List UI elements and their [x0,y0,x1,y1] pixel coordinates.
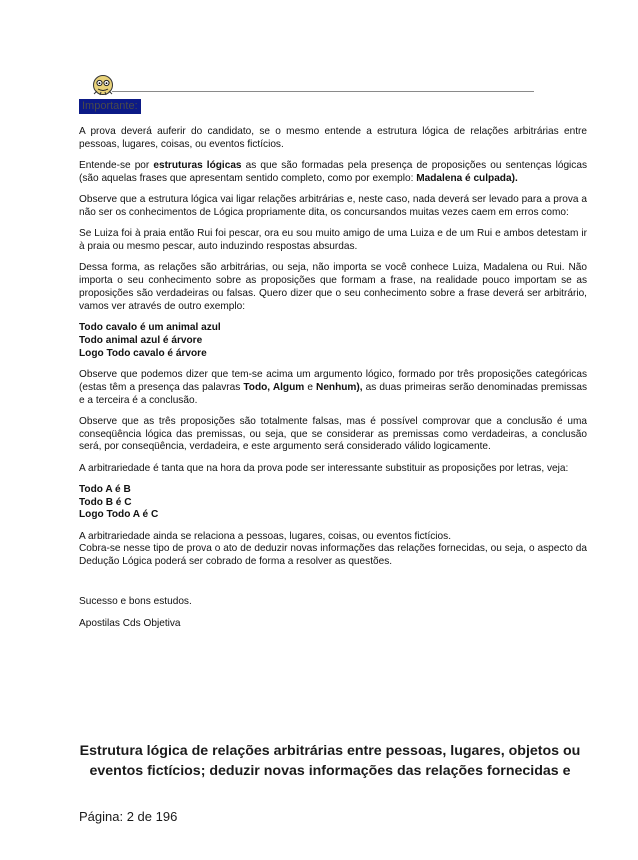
text-run: Observe que podemos dizer que tem-se acima um argumento lógico, formado por três proposições categóricas (estas têm a presença das palavras [79,368,587,393]
example-line: Todo A é B [79,483,131,495]
bold-example: Madalena é culpada). [416,172,518,184]
text-run: as que são formadas pela presença de proposições ou sentenças lógicas (são aquelas frases que apresentam sentido completo, como por exemplo: [79,160,588,184]
bold-term: estruturas lógicas [153,160,242,171]
paragraph: Sucesso e bons estudos. [79,596,192,608]
example-line: Todo B é C [79,496,132,508]
paragraph: Dessa forma, as relações são arbitrárias, ou seja, não importa se você conhece Luiza, Madalena ou Rui. Não importa o seu conhecimento sobre as proposições que formam a frase, na realidade pouco importam se as proposições são verdadeiras ou falsas. Quero dizer que o seu conhecimento sobre a frase deverá ser arbitrário, vamos ver através de outro exemplo: [79,262,587,312]
paragraph: A prova deverá auferir do candidato, se o mesmo entende a estrutura lógica de relações arbitrárias entre pessoas, lugares, coisas, ou eventos fictícios. [79,126,587,150]
paragraph: A arbitrariedade é tanta que na hora da prova pode ser interessante substituir as proposições por letras, veja: [79,462,569,474]
smiley-glasses-icon [92,74,114,96]
example-line: Logo Todo A é C [79,509,159,521]
paragraph: Observe que a estrutura lógica vai ligar relações arbitrárias e, neste caso, nada deverá ser levado para a prova a não ser os conhecimentos de Lógica propriamente dita, os concursandos muitas vezes caem em erros como: [79,194,587,218]
paragraph [79,369,587,408]
important-label: Importante: [79,99,141,114]
text-run: Entende-se por [79,160,154,171]
example-line: Logo Todo cavalo é árvore [79,347,207,359]
example-line: Todo animal azul é árvore [79,334,203,346]
section-heading: Estrutura lógica de relações arbitrárias entre pessoas, lugares, objetos ou eventos fictícios; deduzir novas informações das relações fornecidas e [79,743,581,779]
body-text [79,126,587,639]
paragraph [79,160,587,186]
text-run: Cobra-se nesse tipo de prova o ato de deduzir novas informações das relações fornecidas, ou seja, o aspecto da Dedução Lógica poderá ser cobrado de forma a resolver as questões. [79,543,587,568]
example-block [79,484,587,523]
paragraph: Se Luiza foi à praia então Rui foi pescar, ora eu sou muito amigo de uma Luiza e de um Rui e ambos detestam ir à praia ou mesmo pescar, auto induzindo respostas absurdas. [79,228,587,252]
text-run: as duas primeiras serão denominadas premissas e a terceira é a conclusão. [79,381,587,406]
bold-term: Nenhum), [316,381,363,393]
paragraph: Observe que as três proposições são totalmente falsas, mas é possível comprovar que a conclusão é uma conseqüência lógica das premissas, ou seja, que se considerar as premissas como verdadeiras, a conclusão será, por conseqüência, verdadeira, e este argumento será considerado válido logicamente. [79,415,587,453]
horizontal-rule [112,91,534,92]
example-block [79,322,587,361]
paragraph: Apostilas Cds Objetiva [79,617,181,629]
spacer [79,577,587,596]
text-run: e [304,381,317,393]
paragraph [79,531,587,570]
page-number: Página: 2 de 196 [79,809,178,824]
text-run: A arbitrariedade ainda se relaciona a pessoas, lugares, coisas, ou eventos fictícios. [79,530,451,542]
example-line: Todo cavalo é um animal azul [79,321,221,333]
bold-term: Todo, Algum [243,381,305,393]
